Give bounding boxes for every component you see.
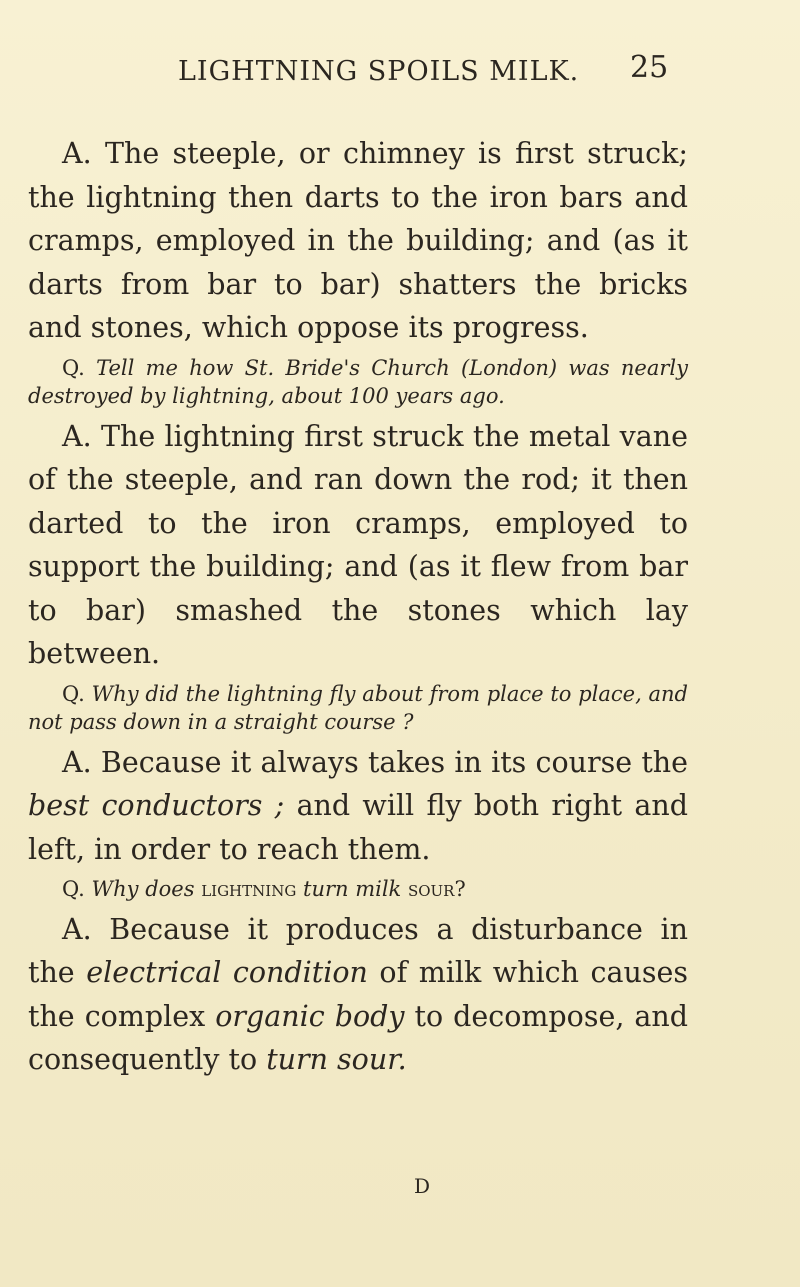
- question-text: Why does: [91, 877, 195, 901]
- question-label: Q.: [62, 877, 85, 901]
- answer-text: and will fly both right and left, in order to reach them.: [28, 789, 689, 866]
- answer-text: to decompose, and consequently to: [28, 999, 689, 1076]
- question-paragraph-2: [28, 354, 688, 411]
- answer-text: The lightning first struck the metal vane of the steeple, and ran down the rod; it then darted to the iron cramps, employed to support the building; and (as it flew from bar to bar) smashed the stones which lay between.: [28, 419, 688, 670]
- answer-text: Because it produces a disturbance in the: [28, 912, 688, 989]
- question-text: turn milk: [303, 877, 402, 901]
- signature-mark: D: [414, 1174, 431, 1198]
- emphasis-text: best conductors ;: [28, 789, 285, 822]
- question-text: Tell me how St. Bride's Church (London) was nearly destroyed by lightning, about 100 years ago.: [28, 355, 688, 408]
- small-caps-text: lightning: [201, 877, 297, 901]
- question-mark: ?: [454, 877, 466, 901]
- page-number: 25: [630, 50, 669, 85]
- answer-paragraph-3: [28, 741, 688, 872]
- answer-paragraph-2: [28, 415, 688, 676]
- question-label: Q.: [62, 681, 85, 706]
- question-label: Q.: [62, 355, 85, 380]
- emphasis-text: turn sour.: [266, 1043, 407, 1076]
- answer-text: of milk which causes the complex: [28, 956, 688, 1033]
- answer-label: A.: [62, 137, 92, 170]
- answer-paragraph-4: [28, 908, 688, 1082]
- answer-text: Because it always takes in its course the: [100, 745, 689, 779]
- small-caps-text: sour: [407, 877, 455, 901]
- answer-label: A.: [62, 419, 92, 453]
- emphasis-text: electrical condition: [86, 956, 368, 989]
- running-head: LIGHTNING SPOILS MILK.: [178, 56, 580, 87]
- question-text: Why did the lightning fly about from place to place, and not pass down in a straight course ?: [28, 681, 688, 734]
- answer-label: A.: [62, 912, 92, 946]
- question-paragraph-4: [28, 875, 688, 904]
- answer-text: The steeple, or chimney is first struck; the lightning then darts to the iron bars and cramps, employed in the building; and (as it darts from bar to bar) shatters the bricks and stones, which oppose its progress.: [28, 137, 689, 344]
- answer-paragraph-1: [28, 132, 688, 350]
- page-header: [0, 50, 800, 96]
- emphasis-text: organic body: [215, 999, 405, 1033]
- answer-label: A.: [62, 745, 92, 779]
- body-text: [28, 132, 688, 1082]
- question-paragraph-3: [28, 680, 688, 737]
